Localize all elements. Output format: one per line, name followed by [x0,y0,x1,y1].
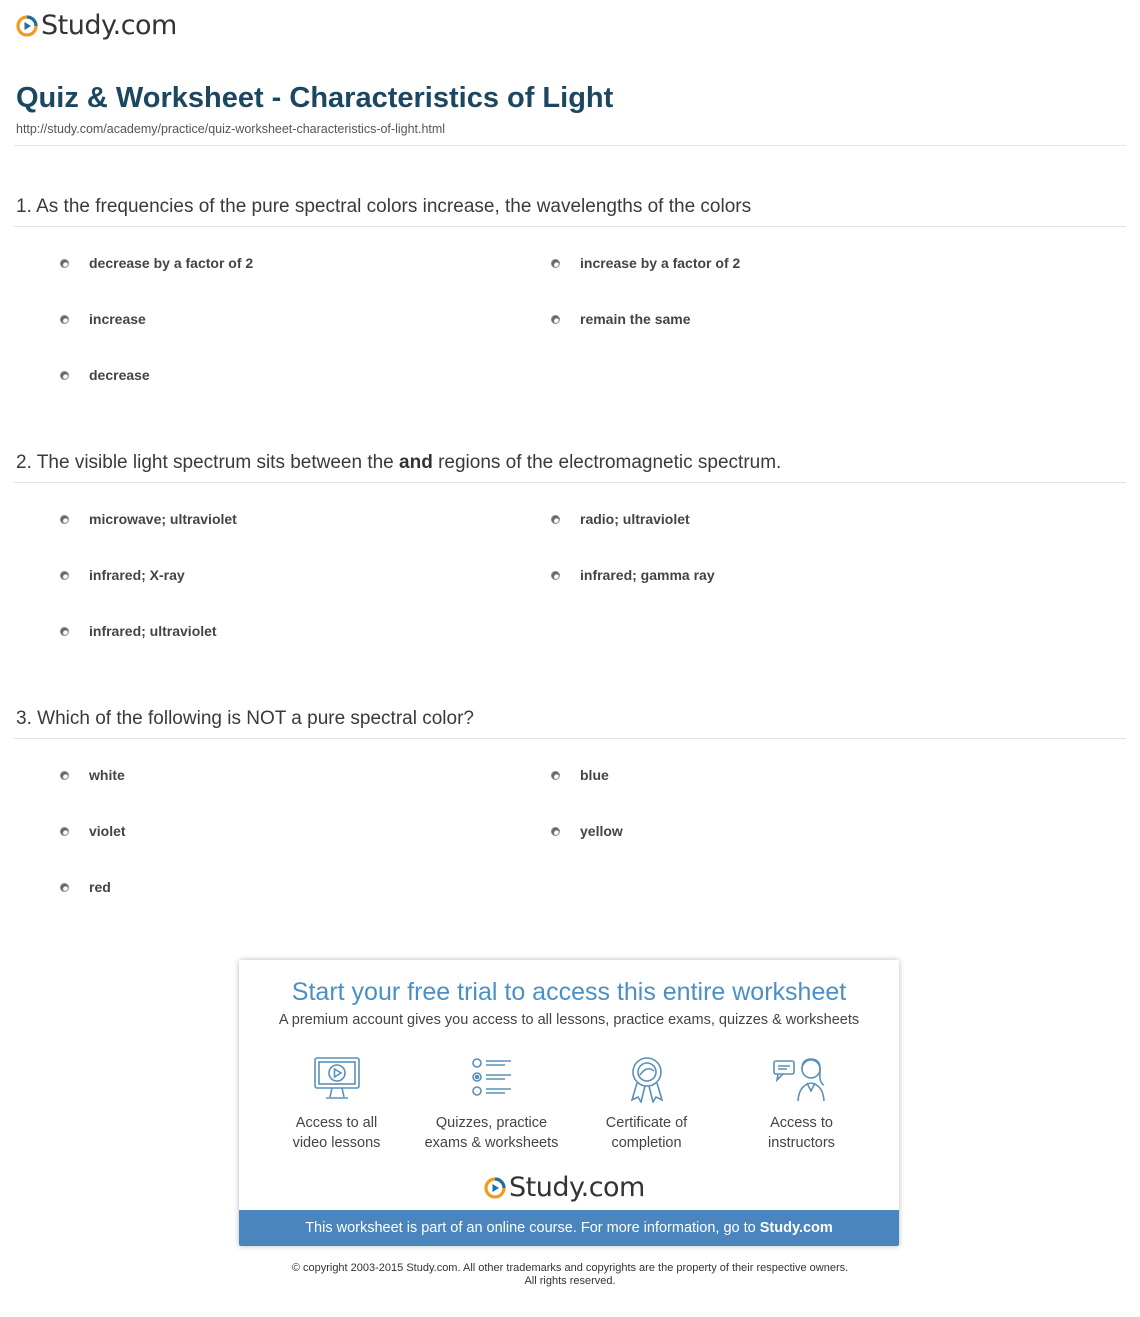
radio-button[interactable] [60,771,69,780]
answer-option[interactable] [60,311,146,327]
radio-button[interactable] [60,571,69,580]
feature-label: Access to instructors [768,1115,835,1151]
question-2 [14,452,1126,653]
answer-list [14,483,1126,653]
radio-button[interactable] [60,371,69,380]
promo-study-logo[interactable] [484,1172,645,1203]
answer-label: increase [89,311,146,327]
answer-label: radio; ultraviolet [580,511,690,527]
radio-button[interactable] [551,315,560,324]
question-text-part: As the frequencies of the pure spectral colors increase, the wavelengths of the colors [36,196,752,217]
question-number: 2. [16,452,32,473]
question-number: 1. [16,196,32,217]
study-logo[interactable] [16,10,177,41]
rights-line: All rights reserved. [524,1275,616,1287]
promo-subtitle: A premium account gives you access to all lessons, practice exams, quizzes & worksheets [278,1012,860,1028]
question-text-part: The visible light spectrum sits between the [36,452,400,473]
question-text-bold: and [399,452,433,473]
study-logo-icon [16,15,38,37]
radio-button[interactable] [60,315,69,324]
question-text-part: regions of the electromagnetic spectrum. [432,452,782,473]
answer-label: white [89,767,125,783]
video-monitor-icon [312,1055,362,1103]
answer-label: infrared; ultraviolet [89,623,217,639]
free-trial-promo [239,960,899,1246]
feature-label: Quizzes, practice exams & worksheets [424,1115,559,1151]
radio-button[interactable] [551,827,560,836]
answer-label: decrease by a factor of 2 [89,255,254,271]
question-3 [14,708,1126,909]
feature-certificate [569,1055,724,1153]
radio-button[interactable] [551,515,560,524]
instructor-chat-icon [772,1055,832,1103]
answer-label: red [89,879,111,895]
answer-label: microwave; ultraviolet [89,511,237,527]
answer-option[interactable] [60,879,111,895]
page-title: Quiz & Worksheet - Characteristics of Light [16,82,614,114]
answer-label: infrared; X-ray [89,567,185,583]
question-text [14,708,1126,739]
promo-title[interactable]: Start your free trial to access this entire worksheet [291,978,847,1006]
study-logo-text: Study.com [509,1172,645,1203]
feature-list [259,1055,879,1153]
radio-button[interactable] [551,259,560,268]
feature-quizzes [414,1055,569,1153]
study-logo-text: Study.com [41,10,177,41]
feature-label: Access to all video lessons [292,1115,381,1151]
answer-option[interactable] [60,511,237,527]
radio-button[interactable] [60,827,69,836]
copyright-line: © copyright 2003-2015 Study.com. All other trademarks and copyrights are the property of their respective owners. [291,1262,849,1274]
answer-label: increase by a factor of 2 [580,255,741,271]
answer-list [14,227,1126,397]
answer-option[interactable] [60,367,150,383]
radio-button[interactable] [60,883,69,892]
header-divider [14,145,1126,146]
checklist-icon [467,1055,517,1103]
course-info-bar [239,1210,899,1246]
question-text [14,452,1126,483]
question-1 [14,196,1126,397]
answer-option[interactable] [551,511,690,527]
radio-button[interactable] [60,515,69,524]
copyright-footer [0,1262,1140,1288]
radio-button[interactable] [551,771,560,780]
answer-option[interactable] [551,311,691,327]
feature-label: Certificate of completion [605,1115,688,1151]
radio-button[interactable] [60,259,69,268]
radio-button[interactable] [60,627,69,636]
answer-label: blue [580,767,609,783]
question-number: 3. [16,708,32,729]
answer-option[interactable] [60,255,253,271]
feature-instructors [724,1055,879,1153]
answer-option[interactable] [60,623,217,639]
answer-option[interactable] [551,767,609,783]
answer-label: yellow [580,823,623,839]
answer-label: remain the same [580,311,691,327]
certificate-ribbon-icon [622,1055,672,1103]
study-link[interactable]: Study.com [759,1220,833,1236]
answer-label: decrease [89,367,150,383]
answer-option[interactable] [60,567,185,583]
answer-option[interactable] [551,255,740,271]
answer-option[interactable] [551,567,715,583]
radio-button[interactable] [551,571,560,580]
question-text-part: Which of the following is NOT a pure spectral color? [37,708,474,729]
answer-label: infrared; gamma ray [580,567,715,583]
answer-option[interactable] [60,823,126,839]
answer-list [14,739,1126,909]
course-info-text: This worksheet is part of an online course. For more information, go to [305,1220,760,1236]
answer-label: violet [89,823,126,839]
page-url: http://study.com/academy/practice/quiz-worksheet-characteristics-of-light.html [16,122,446,136]
question-text [14,196,1126,227]
answer-option[interactable] [60,767,125,783]
feature-video-lessons [259,1055,414,1153]
answer-option[interactable] [551,823,623,839]
study-logo-icon [484,1177,506,1199]
